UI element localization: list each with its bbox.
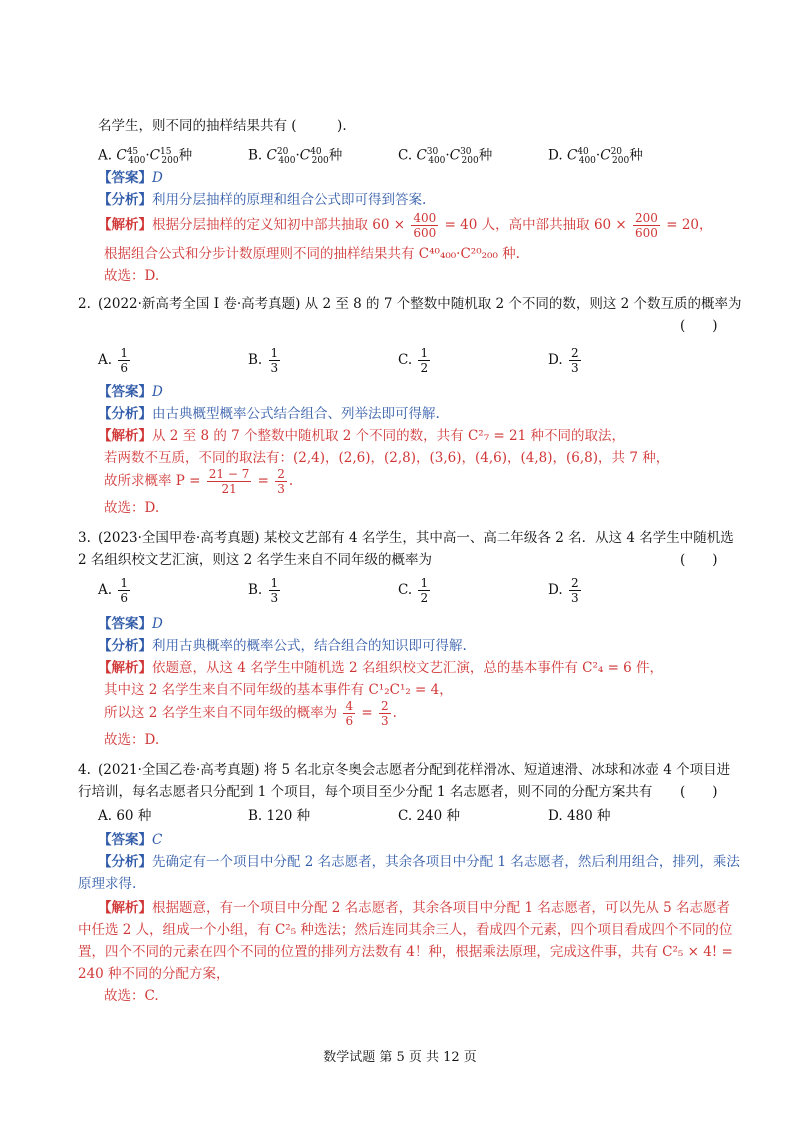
q2-solution-line1: 【解析】从 2 至 8 的 7 个整数中随机取 2 个不同的数，共有 C²₇ = 21 种不同的取法， [98, 428, 625, 444]
q3-answer: 【答案】D [98, 616, 163, 632]
q4-option-b: B. 120 种 [248, 808, 311, 824]
q3-option-b: B. $\frac{1}{3}$ [248, 576, 279, 605]
q3-option-a: A. $\frac{1}{6}$ [98, 576, 128, 605]
q4-option-d: D. 480 种 [548, 808, 611, 824]
q3-solution-line1: 【解析】依题意，从这 4 名学生中随机选 2 名组织校文艺汇演，总的基本事件有 C²₄ = 6 件， [98, 660, 664, 676]
q3-analysis: 【分析】利用古典概率的概率公式，结合组合的知识即可得解. [98, 638, 467, 654]
q4-solution-line3: 置，四个不同的元素在四个不同的位置的排列方法数有 4！种，根据乘法原理，完成这件事，共有 C²₅ × 4! = [78, 944, 733, 960]
q4-stem-line1: (2021·全国乙卷·高考真题) 将 5 名北京冬奥会志愿者分配到花样滑冰、短道速滑、冰球和冰壶 4 个项目进 [98, 762, 731, 778]
q3-option-d: D. $\frac{2}{3}$ [548, 576, 579, 605]
q1-option-d: D. $C^{40}_{400}\cdot C^{20}_{200}$种 [548, 147, 643, 167]
q2-option-b: B. $\frac{1}{3}$ [248, 346, 279, 375]
q4-option-a: A. 60 种 [98, 808, 152, 824]
q2-answer-blank: ( ) [680, 318, 718, 334]
q1-option-b: B. $C^{20}_{400}\cdot C^{40}_{200}$种 [248, 147, 343, 167]
q2-analysis: 【分析】由古典概型概率公式结合组合、列举法即可得解. [98, 406, 440, 422]
q4-solution-line2: 中任选 2 人，组成一个小组，有 C²₅ 种选法；然后连同其余三人，看成四个元素，四个项目看成四个不同的位 [78, 922, 733, 938]
q1-answer: 【答案】D [98, 170, 163, 186]
q1-analysis: 【分析】利用分层抽样的原理和组合公式即可得到答案. [98, 192, 427, 208]
q2-solution-line2: 若两数不互质，不同的取法有：(2,4)，(2,6)，(2,8)，(3,6)，(4,6)，(4,8)，(6,8)，共 7 种， [104, 450, 670, 466]
q3-solution-line2: 其中这 2 名学生来自不同年级的基本事件有 C¹₂C¹₂ = 4， [104, 682, 453, 698]
q4-solution-line4: 240 种不同的分配方案， [78, 966, 230, 982]
q2-option-a: A. $\frac{1}{6}$ [98, 346, 128, 375]
q1-option-a: A. $C^{45}_{400}\cdot C^{15}_{200}$种 [98, 147, 193, 167]
q4-analysis-line2: 原理求得. [78, 876, 137, 892]
q1-solution-line3: 故选：D. [104, 268, 160, 284]
q2-solution-line3: 故所求概率 P = $\frac{21 - 7}{21}$ = $\frac{2}{3}$ . [104, 467, 294, 496]
q4-answer-blank: ( ) [680, 784, 718, 800]
q2-option-c: C. $\frac{1}{2}$ [398, 346, 429, 375]
q2-option-d: D. $\frac{2}{3}$ [548, 346, 579, 375]
q3-solution-line3: 所以这 2 名学生来自不同年级的概率为 $\frac{4}{6}$ = $\frac{2}{3}$ . [104, 699, 397, 728]
q3-stem-line2: 2 名组织校文艺汇演，则这 2 名学生来自不同年级的概率为 [78, 552, 433, 568]
q1-option-c: C. $C^{30}_{400}\cdot C^{30}_{200}$种 [398, 147, 493, 167]
q3-number: 3. [78, 530, 91, 546]
q2-number: 2. [78, 296, 91, 312]
q1-stem-tail: 名学生，则不同的抽样结果共有 ( ). [98, 118, 347, 134]
q4-answer: 【答案】C [98, 832, 163, 848]
q4-solution-line1: 【解析】根据题意，有一个项目中分配 2 名志愿者，其余各项目中分配 1 名志愿者，可以先从 5 名志愿者 [98, 900, 731, 916]
q3-stem-line1: (2023·全国甲卷·高考真题) 某校文艺部有 4 名学生，其中高一、高二年级各 2 名．从这 4 名学生中随机选 [98, 530, 734, 546]
q3-solution-line4: 故选：D. [104, 732, 160, 748]
q4-analysis-line1: 【分析】先确定有一个项目中分配 2 名志愿者，其余各项目中分配 1 名志愿者，然后利用组合，排列，乘法 [98, 854, 740, 870]
q1-solution-line1: 【解析】根据分层抽样的定义知初中部共抽取 60 × $\frac{400}{600}$ = 40 人，高中部共抽取 60 × $\frac{200}{600}$ = 20， [98, 211, 713, 240]
q4-number: 4. [78, 762, 91, 778]
q1-solution-line2: 根据组合公式和分步计数原理则不同的抽样结果共有 C⁴⁰₄₀₀·C²⁰₂₀₀ 种. [104, 246, 520, 262]
q4-stem-line2: 行培训，每名志愿者只分配到 1 个项目，每个项目至少分配 1 名志愿者，则不同的分配方案共有 [78, 784, 653, 800]
q3-answer-blank: ( ) [680, 552, 718, 568]
page-footer: 数学试题 第 5 页 共 12 页 [323, 1050, 477, 1065]
q4-option-c: C. 240 种 [398, 808, 460, 824]
q2-stem: (2022·新高考全国 Ⅰ 卷·高考真题) 从 2 至 8 的 7 个整数中随机取 2 个不同的数，则这 2 个数互质的概率为 [98, 296, 742, 312]
q2-solution-line4: 故选：D. [104, 500, 160, 516]
q4-solution-line5: 故选：C. [104, 988, 159, 1004]
q2-answer: 【答案】D [98, 384, 163, 400]
q3-option-c: C. $\frac{1}{2}$ [398, 576, 429, 605]
